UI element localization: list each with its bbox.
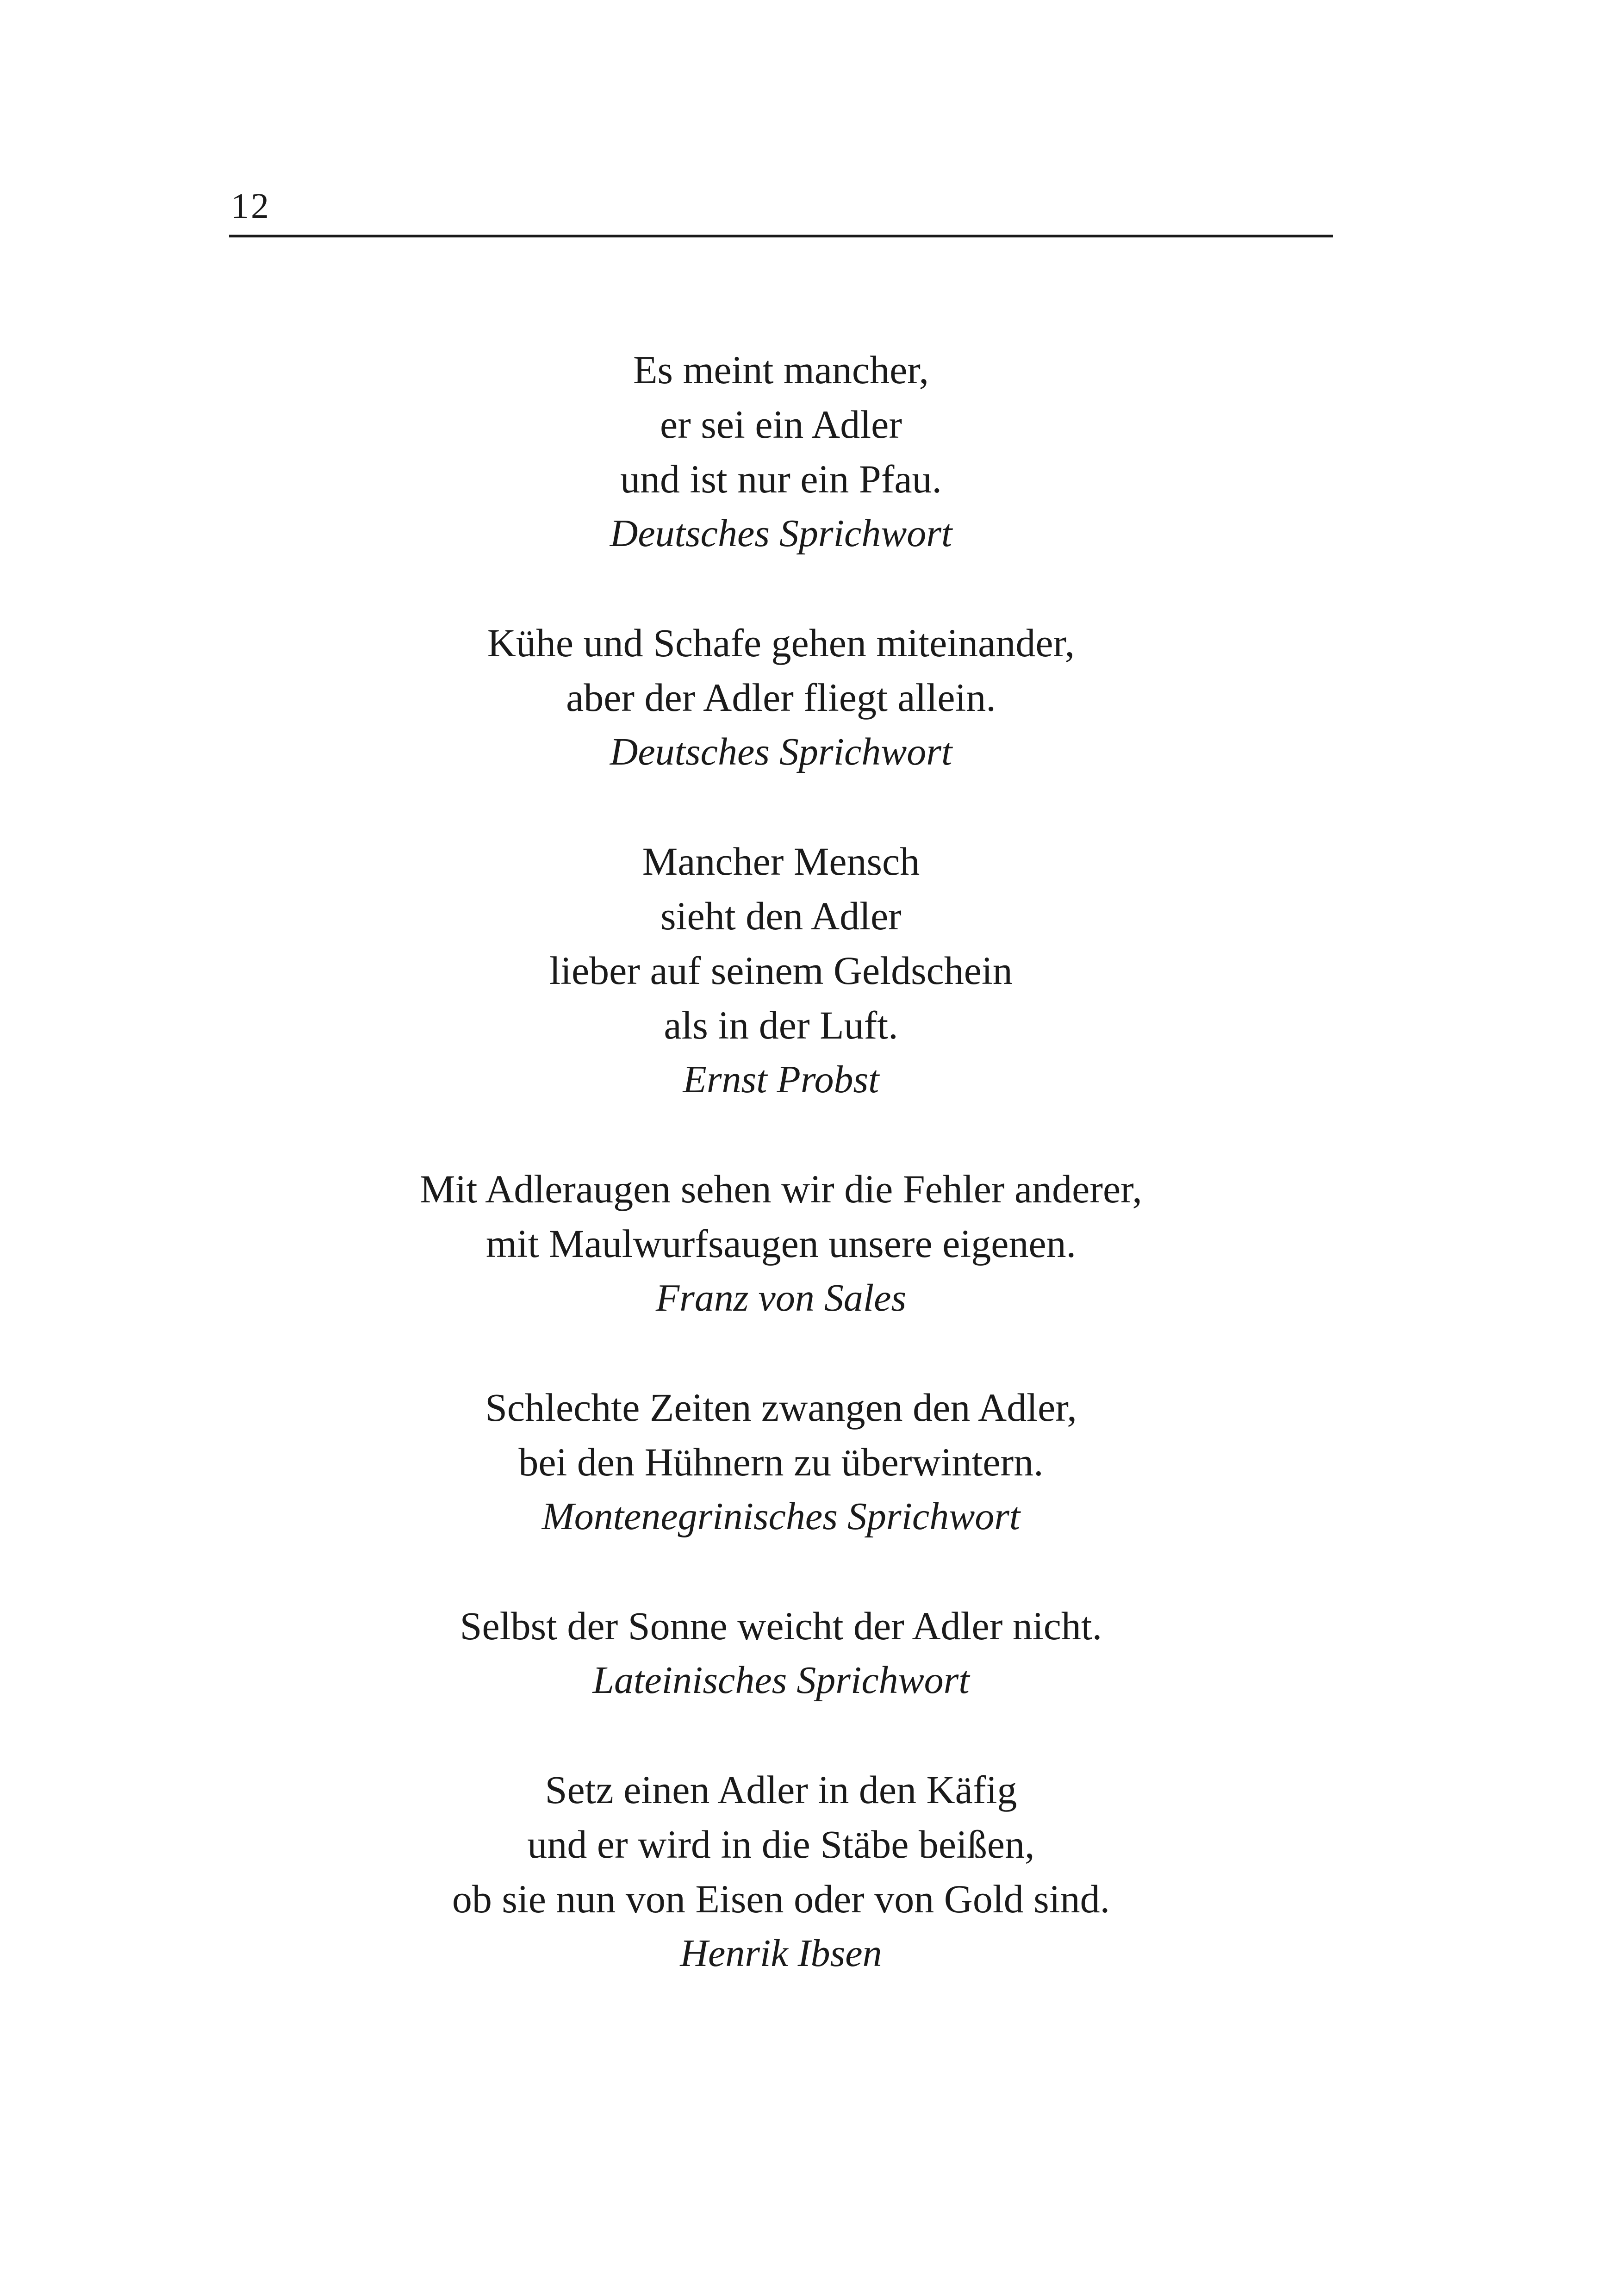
- page-number: 12: [231, 186, 271, 226]
- quote-line: und er wird in die Stäbe beißen,: [527, 1822, 1035, 1867]
- quote-item: [229, 1380, 1333, 1544]
- quote-line: aber der Adler fliegt allein.: [566, 675, 996, 720]
- quote-author: Deutsches Sprichwort: [610, 730, 952, 773]
- quote-item: [229, 1162, 1333, 1325]
- quote-line: als in der Luft.: [664, 1003, 898, 1047]
- quote-author: Lateinisches Sprichwort: [592, 1659, 970, 1702]
- quote-item: [229, 1599, 1333, 1708]
- quote-author: Ernst Probst: [683, 1058, 879, 1101]
- quote-line: und ist nur ein Pfau.: [620, 457, 942, 501]
- quote-author: Franz von Sales: [655, 1276, 907, 1319]
- quote-line: Selbst der Sonne weicht der Adler nicht.: [460, 1604, 1102, 1648]
- quote-author: Deutsches Sprichwort: [610, 512, 952, 555]
- quotes-list: [229, 342, 1333, 2035]
- quote-item: [229, 616, 1333, 779]
- quote-line: ob sie nun von Eisen oder von Gold sind.: [452, 1877, 1110, 1921]
- quote-author: Henrik Ibsen: [680, 1932, 882, 1975]
- quote-line: lieber auf seinem Geldschein: [549, 948, 1013, 993]
- quote-line: Setz einen Adler in den Käfig: [545, 1767, 1017, 1812]
- quote-line: Mancher Mensch: [642, 839, 920, 884]
- header-divider: [229, 235, 1333, 237]
- quote-line: Es meint mancher,: [633, 348, 929, 392]
- quote-line: bei den Hühnern zu überwintern.: [518, 1440, 1044, 1484]
- quote-line: Mit Adleraugen sehen wir die Fehler anderer,: [420, 1167, 1142, 1211]
- quote-item: [229, 1762, 1333, 1981]
- quote-item: [229, 834, 1333, 1107]
- quote-line: mit Maulwurfsaugen unsere eigenen.: [485, 1221, 1077, 1266]
- quote-line: Schlechte Zeiten zwangen den Adler,: [485, 1385, 1077, 1430]
- quote-item: [229, 342, 1333, 561]
- quote-line: Kühe und Schafe gehen miteinander,: [487, 621, 1075, 665]
- quote-line: er sei ein Adler: [660, 402, 902, 447]
- quote-author: Montenegrinisches Sprichwort: [541, 1495, 1021, 1538]
- page-header: [229, 183, 1333, 238]
- quote-line: sieht den Adler: [660, 894, 902, 938]
